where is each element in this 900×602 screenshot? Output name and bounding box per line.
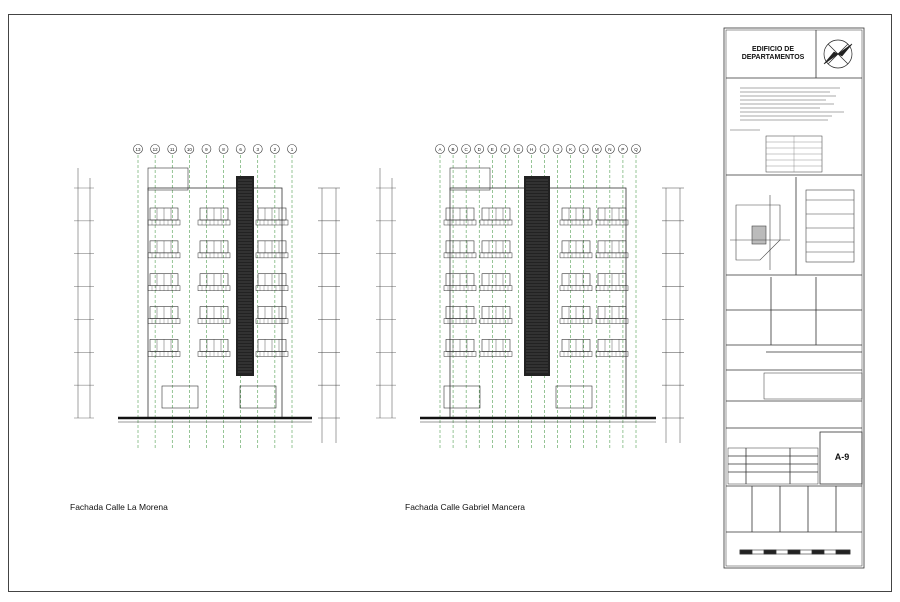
axis-label: B	[451, 147, 455, 152]
axis-label: H	[529, 147, 534, 152]
axis-label: 13	[135, 147, 141, 152]
axis-label: P	[621, 147, 625, 152]
axis-label: I	[543, 147, 546, 152]
axis-label: Q	[634, 147, 638, 152]
elevation-gabriel-mancera	[376, 145, 684, 449]
axis-label: K	[569, 147, 573, 152]
roof-volume	[148, 168, 188, 190]
axis-label: L	[582, 147, 585, 152]
north-arrow-icon	[824, 40, 852, 68]
axis-label: M	[594, 147, 599, 152]
axis-label: 6	[239, 147, 242, 152]
caption-fachada-la-morena: Fachada Calle La Morena	[70, 502, 168, 512]
axis-label: 10	[186, 147, 192, 152]
axis-label: E	[490, 147, 494, 152]
axis-label: J	[556, 147, 559, 152]
axis-label: 11	[169, 147, 175, 152]
axis-label: A	[438, 147, 442, 152]
axis-label: D	[477, 147, 481, 152]
title-block	[724, 28, 864, 568]
graphic-scale	[740, 550, 850, 554]
axis-label: 9	[205, 147, 208, 152]
axis-label: 12	[152, 147, 158, 152]
axis-label: 8	[222, 147, 225, 152]
storefront	[162, 386, 198, 408]
axis-label: 1	[290, 147, 294, 152]
storefront	[556, 386, 592, 408]
axis-label: 2	[273, 147, 277, 152]
axis-label: C	[464, 147, 468, 152]
axis-label: F	[503, 147, 507, 152]
storefront	[444, 386, 480, 408]
project-title: EDIFICIO DE DEPARTAMENTOS	[741, 46, 805, 61]
axis-label: G	[516, 147, 521, 152]
elevation-la-morena	[74, 145, 340, 449]
sheet-number: A-9	[834, 452, 850, 462]
caption-fachada-gabriel-mancera: Fachada Calle Gabriel Mancera	[405, 502, 526, 512]
axis-label: 3	[256, 147, 260, 152]
roof-volume	[450, 168, 490, 190]
axis-label: N	[608, 147, 612, 152]
